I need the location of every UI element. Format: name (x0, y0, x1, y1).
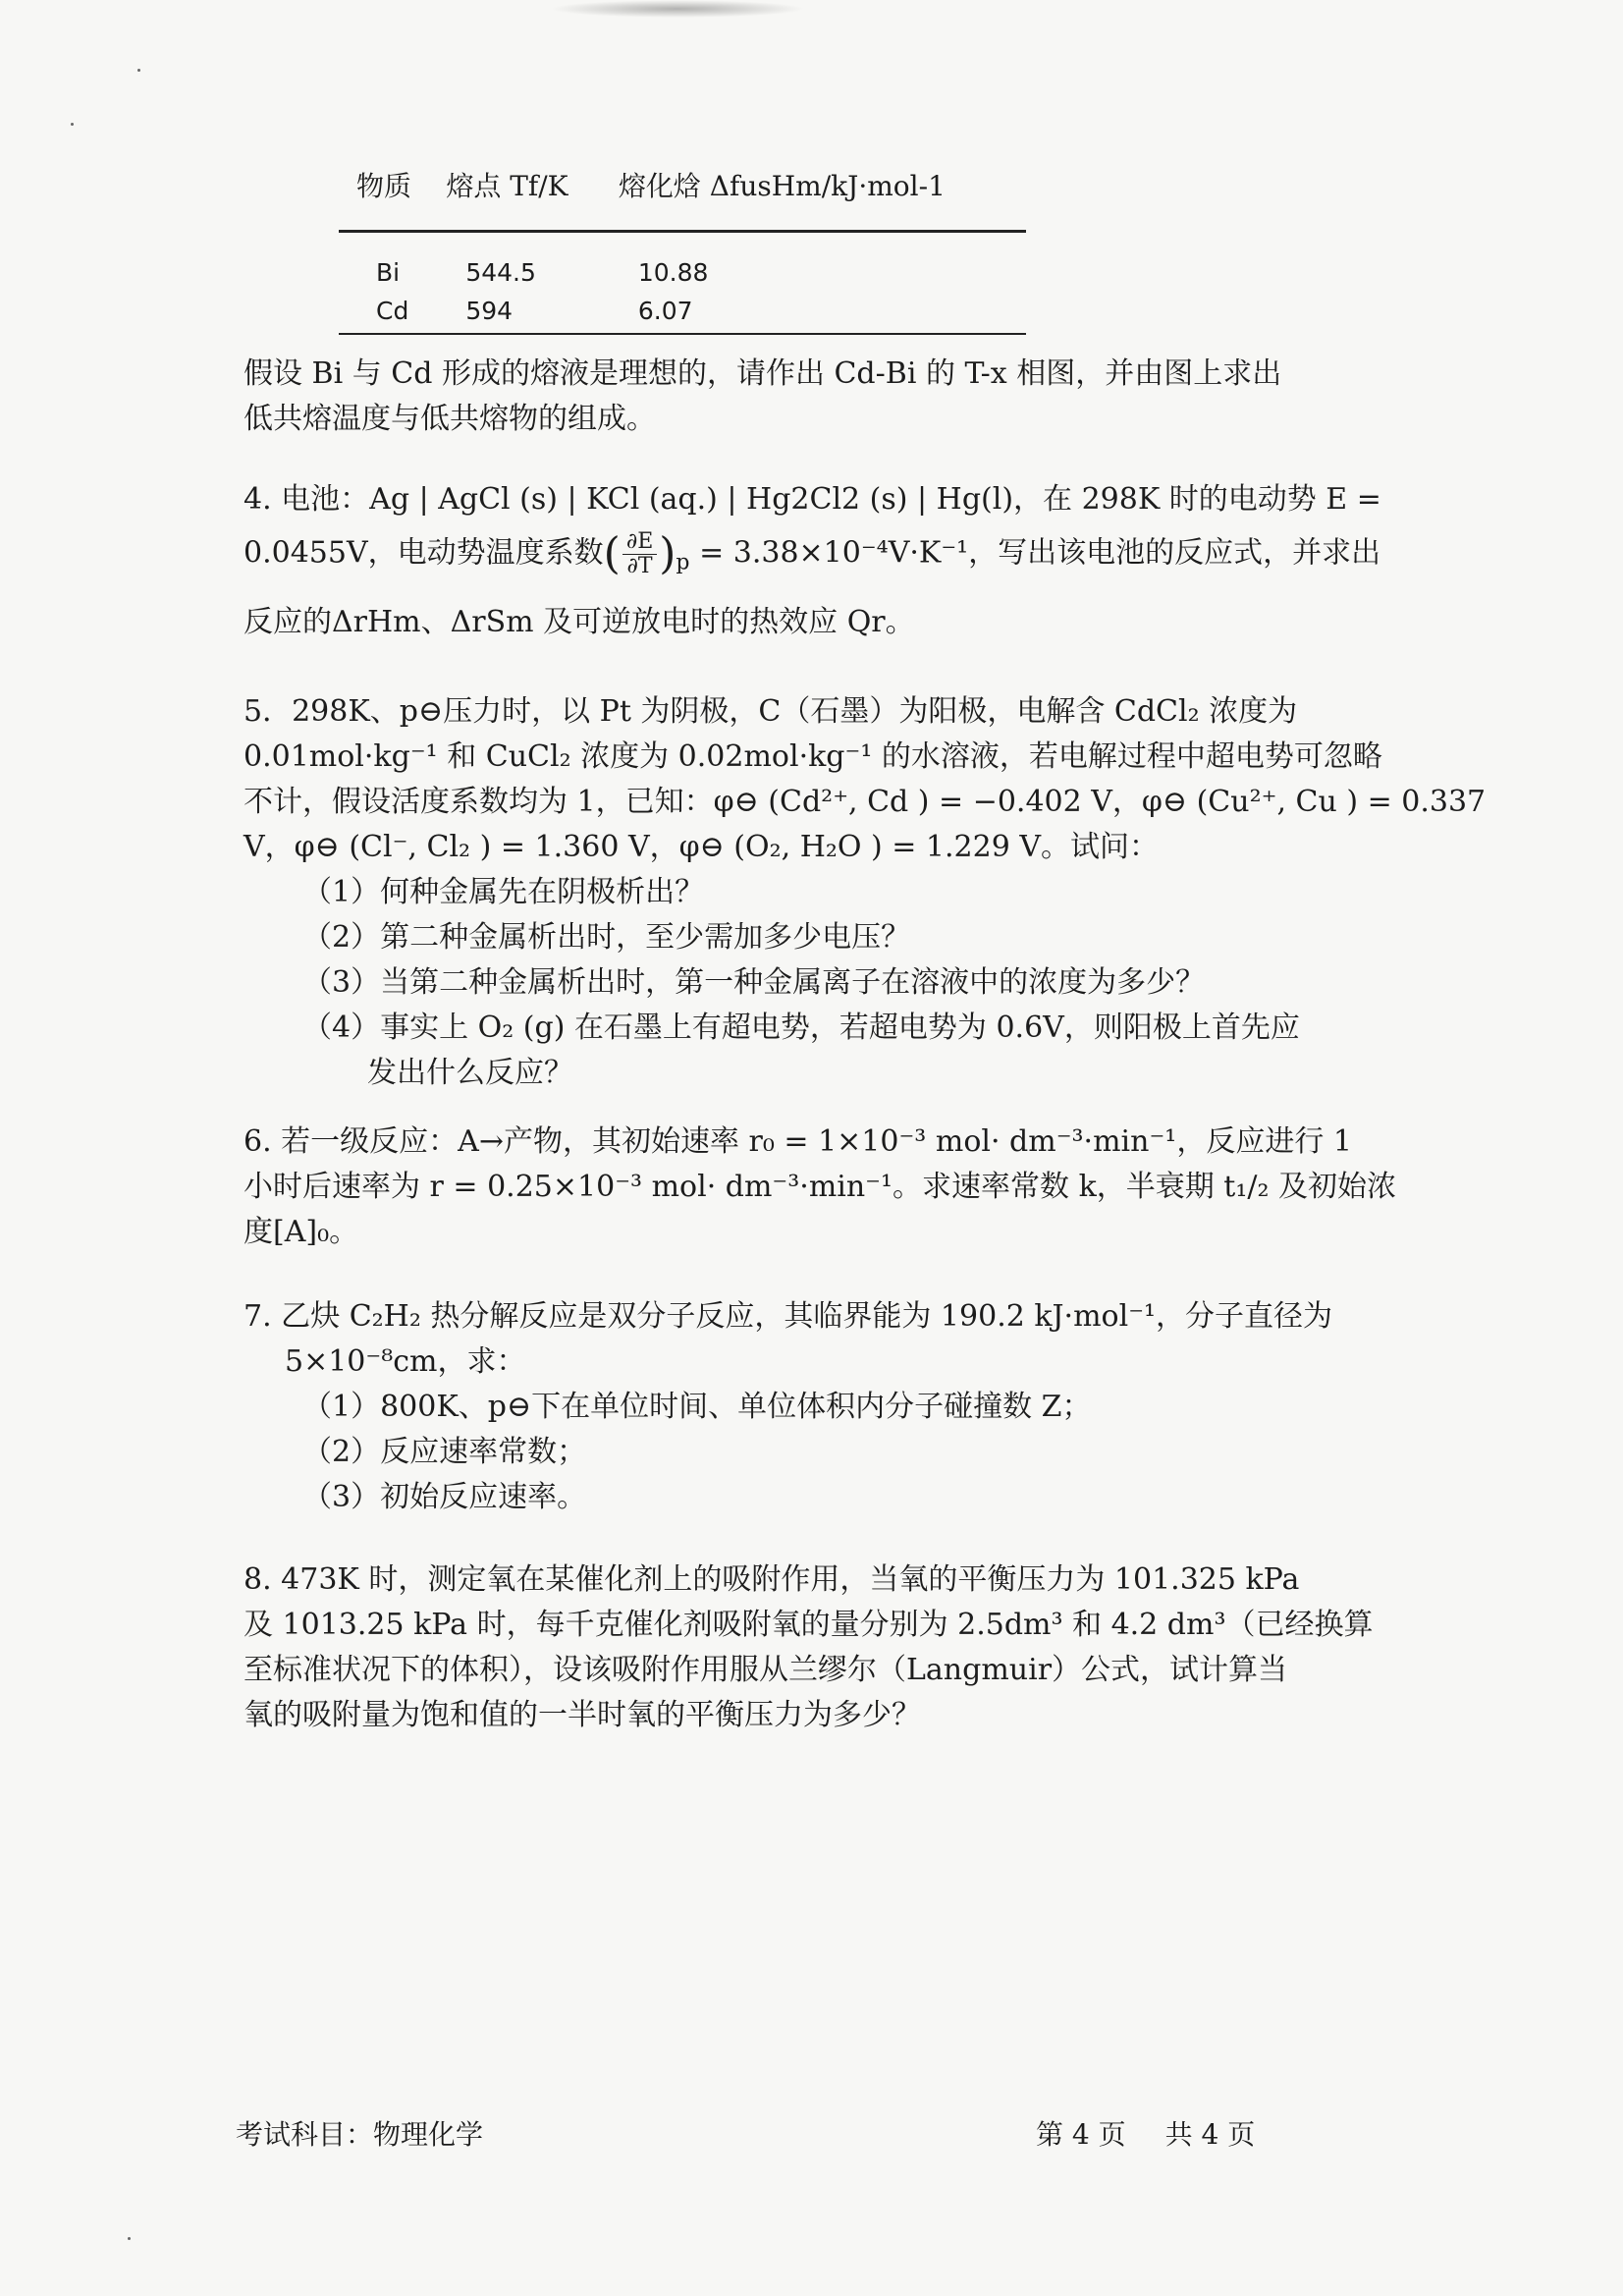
text-segment: 0.0455V，电动势温度系数 (243, 535, 604, 571)
text-line-with-derivative (243, 530, 1422, 586)
current-page: 第 4 页 (1036, 2118, 1126, 2151)
sub-question: （4）事实上 O₂ (g) 在石墨上有超电势，若超电势为 0.6V，则阳极上首先应 (302, 1011, 1300, 1045)
text-line: 及 1013.25 kPa 时，每千克催化剂吸附氧的量分别为 2.5dm³ 和 4.2 dm³（已经换算 (243, 1608, 1374, 1642)
table-header-melting-point: 熔点 Tf/K (428, 155, 601, 232)
text-line: V，φ⊖ (Cl⁻, Cl₂ ) = 1.360 V，φ⊖ (O₂, H₂O ) = 1.229 V。试问： (243, 830, 1160, 864)
table-row (339, 232, 1026, 292)
table-cell: 544.5 (465, 258, 536, 287)
frac-denominator: ∂T (626, 554, 653, 578)
total-pages: 共 4 页 (1164, 2118, 1256, 2151)
sub-question: （2）反应速率常数； (302, 1435, 587, 1469)
paren-left: ( (603, 528, 621, 579)
text-line: 5．298K、p⊖压力时，以 Pt 为阴极，C（石墨）为阳极，电解含 CdCl₂ 浓度为 (243, 694, 1298, 729)
sub-question: （3）初始反应速率。 (302, 1480, 587, 1514)
page-number (1036, 2113, 1294, 2153)
question-3-text (243, 352, 1422, 442)
scan-shadow (550, 0, 805, 18)
text-line: 不计，假设活度系数均为 1，已知：φ⊖ (Cd²⁺, Cd ) = −0.402 V，φ⊖ (Cu²⁺, Cu ) = 0.337 (243, 785, 1487, 819)
sub-question: （1）800K、p⊖下在单位时间、单位体积内分子碰撞数 Z； (302, 1390, 1092, 1424)
paren-right: ) (659, 528, 676, 579)
text-line: 假设 Bi 与 Cd 形成的熔液是理想的，请作出 Cd-Bi 的 T-x 相图，并由图上求出 (243, 356, 1282, 391)
text-line: 4. 电池：Ag | AgCl (s) | KCl (aq.) | Hg2Cl2 (s) | Hg(l)，在 298K 时的电动势 E = (243, 482, 1381, 517)
sub-question: （2）第二种金属析出时，至少需加多少电压？ (302, 920, 911, 955)
table-header-row (339, 155, 1026, 232)
melting-data-table (339, 155, 1026, 335)
sub-question-continuation: 发出什么反应？ (367, 1056, 573, 1090)
text-line: 低共熔温度与低共熔物的组成。 (243, 402, 656, 436)
text-line: 7. 乙炔 C₂H₂ 热分解反应是双分子反应，其临界能为 190.2 kJ·mol⁻¹，分子直径为 (243, 1299, 1333, 1334)
question-6 (243, 1120, 1422, 1255)
text-line: 小时后速率为 r = 0.25×10⁻³ mol· dm⁻³·min⁻¹。求速率常数 k，半衰期 t₁/₂ 及初始浓 (243, 1170, 1397, 1204)
text-segment: = 3.38×10⁻⁴V·K⁻¹，写出该电池的反应式，并求出 (699, 535, 1381, 571)
sub-question: （1）何种金属先在阴极析出？ (302, 875, 705, 909)
scan-speck (71, 123, 74, 126)
table-header-substance: 物质 (339, 155, 428, 232)
text-line: 至标准状况下的体积），设该吸附作用服从兰缪尔（Langmuir）公式，试计算当 (243, 1653, 1288, 1687)
scan-speck (128, 2237, 131, 2240)
frac-numerator: ∂E (622, 530, 657, 555)
scan-speck (137, 69, 140, 72)
text-line: 0.01mol·kg⁻¹ 和 CuCl₂ 浓度为 0.02mol·kg⁻¹ 的水溶液，若电解过程中超电势可忽略 (243, 739, 1382, 774)
partial-derivative (622, 530, 657, 578)
text-line: 8. 473K 时，测定氧在某催化剂上的吸附作用，当氧的平衡压力为 101.325 kPa (243, 1562, 1300, 1597)
table-cell: Cd (339, 291, 428, 334)
table-row (339, 291, 1026, 334)
question-7 (243, 1294, 1422, 1520)
sub-question: （3）当第二种金属析出时，第一种金属离子在溶液中的浓度为多少？ (302, 965, 1206, 1000)
text-line: 反应的ΔrHm、ΔrSm 及可逆放电时的热效应 Qr。 (243, 604, 915, 639)
table-cell: Bi (376, 258, 401, 287)
table-header-fusion-enthalpy: 熔化焓 ΔfusHm/kJ·mol-1 (601, 155, 1026, 232)
text-line: 6. 若一级反应：A→产物，其初始速率 r₀ = 1×10⁻³ mol· dm⁻³·min⁻¹，反应进行 1 (243, 1124, 1352, 1159)
exam-subject: 考试科目：物理化学 (236, 2118, 484, 2151)
question-4 (243, 477, 1422, 645)
text-line: 5×10⁻⁸cm，求： (285, 1344, 526, 1379)
table-cell: 6.07 (601, 291, 1026, 334)
table-cell: 10.88 (637, 258, 709, 287)
frac-subscript: p (676, 550, 690, 575)
question-5 (243, 689, 1487, 1096)
table-cell: 594 (428, 291, 601, 334)
question-8 (243, 1558, 1422, 1738)
text-line: 度[A]₀。 (243, 1215, 359, 1249)
text-line: 氧的吸附量为饱和值的一半时氧的平衡压力为多少？ (243, 1698, 921, 1732)
